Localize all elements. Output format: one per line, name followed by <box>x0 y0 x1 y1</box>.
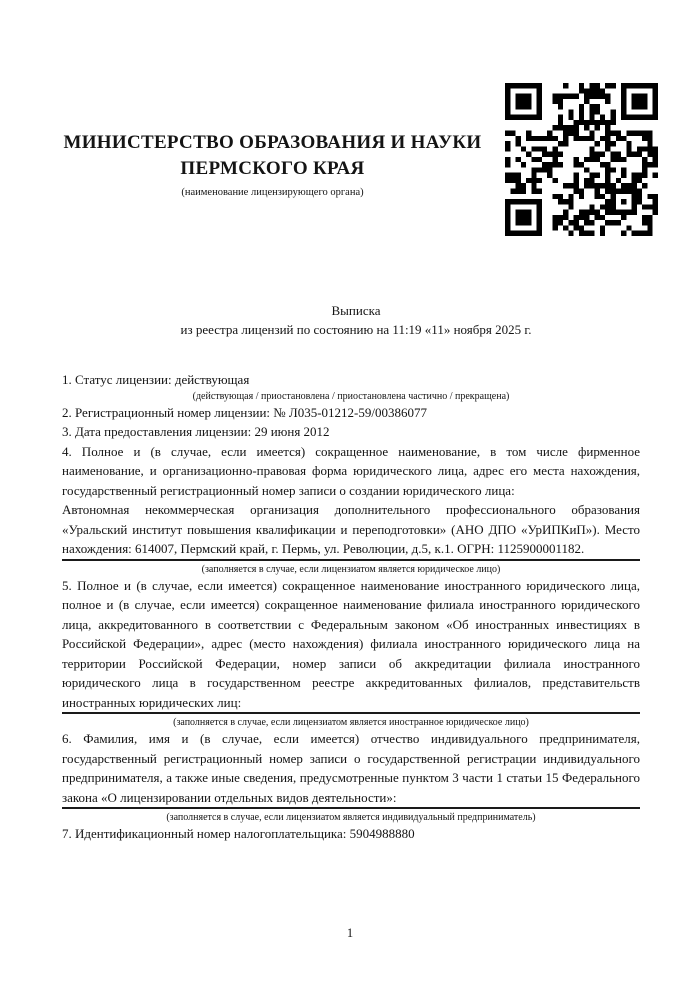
item-5-note: (заполняется в случае, если лицензиатом является иностранное юридическое лицо) <box>173 717 529 728</box>
item-4-note: (заполняется в случае, если лицензиатом является юридическое лицо) <box>201 563 501 575</box>
item-4-fill-line <box>62 559 640 561</box>
ministry-name-line2: ПЕРМСКОГО КРАЯ <box>180 158 365 179</box>
item-5-foreign-entity-question: 5. Полное и (в случае, если имеется) сокращенное наименование иностранного юридического лица, полное и (в случае, если имеется) сокращенное наименование филиала иностранного юридического лица, аккредитованного в соответствии с Федеральным законом «Об иностранных инвестициях в Российской Федерации», адрес (место нахождения) филиала иностранного юридического лица на территории Российской Федерации, номер записи об аккредитации филиала иностранного юридического лица в государственном реестре аккредитованных филиалов, представительств иностранных юридических лиц: <box>62 577 640 710</box>
document-title-line2: из реестра лицензий по состоянию на 11:19 «11» ноября 2025 г. <box>180 322 532 337</box>
item-6-fill-line <box>62 807 640 809</box>
document-title-line1: Выписка <box>331 303 381 318</box>
item-7-taxpayer-number: 7. Идентификационный номер налогоплательщика: 5904988880 <box>62 826 415 841</box>
item-1-license-status: 1. Статус лицензии: действующая <box>62 372 250 387</box>
item-6-note: (заполняется в случае, если лицензиатом является индивидуальный предприниматель) <box>166 812 536 823</box>
qr-code-canvas <box>505 83 658 236</box>
licensing-authority-note: (наименование лицензирующего органа) <box>181 187 364 198</box>
document-body <box>62 370 640 844</box>
ministry-name-line1: МИНИСТЕРСТВО ОБРАЗОВАНИЯ И НАУКИ <box>63 132 482 153</box>
document-title <box>62 301 650 339</box>
item-4-legal-entity-answer: Автономная некоммерческая организация дополнительного профессионального образования «Уральский институт повышения квалификации и переподготовки» (АНО ДПО «УрИПКиП»). Место нахождения: 614007, Пермский край, г. Пермь, ул. Революции, д.5, к.1. ОГРН: 1125900001182. <box>62 502 640 556</box>
page-number: 1 <box>346 926 354 940</box>
item-4-legal-entity-question: 4. Полное и (в случае, если имеется) сокращенное наименование, в том числе фирменное наименование, и организационно-правовая форма юридического лица, адрес его места нахождения, государственный регистрационный номер записи о создании юридического лица: <box>62 443 640 498</box>
qr-code-icon <box>505 83 658 236</box>
item-3-license-date: 3. Дата предоставления лицензии: 29 июня 2012 <box>62 424 330 439</box>
item-5-fill-line <box>62 712 640 714</box>
item-1-status-options-note: (действующая / приостановлена / приостановлена частично / прекращена) <box>192 390 510 402</box>
ministry-header <box>40 130 505 200</box>
item-2-registration-number: 2. Регистрационный номер лицензии: № Л035-01212-59/00386077 <box>62 404 428 420</box>
item-6-entrepreneur-question: 6. Фамилия, имя и (в случае, если имеется) отчество индивидуального предпринимателя, государственный регистрационный номер записи о государственной регистрации индивидуального предпринимателя, а также иные сведения, предусмотренные пунктом 3 части 1 статьи 15 Федерального закона «О лицензировании отдельных видов деятельности»: <box>62 731 640 805</box>
